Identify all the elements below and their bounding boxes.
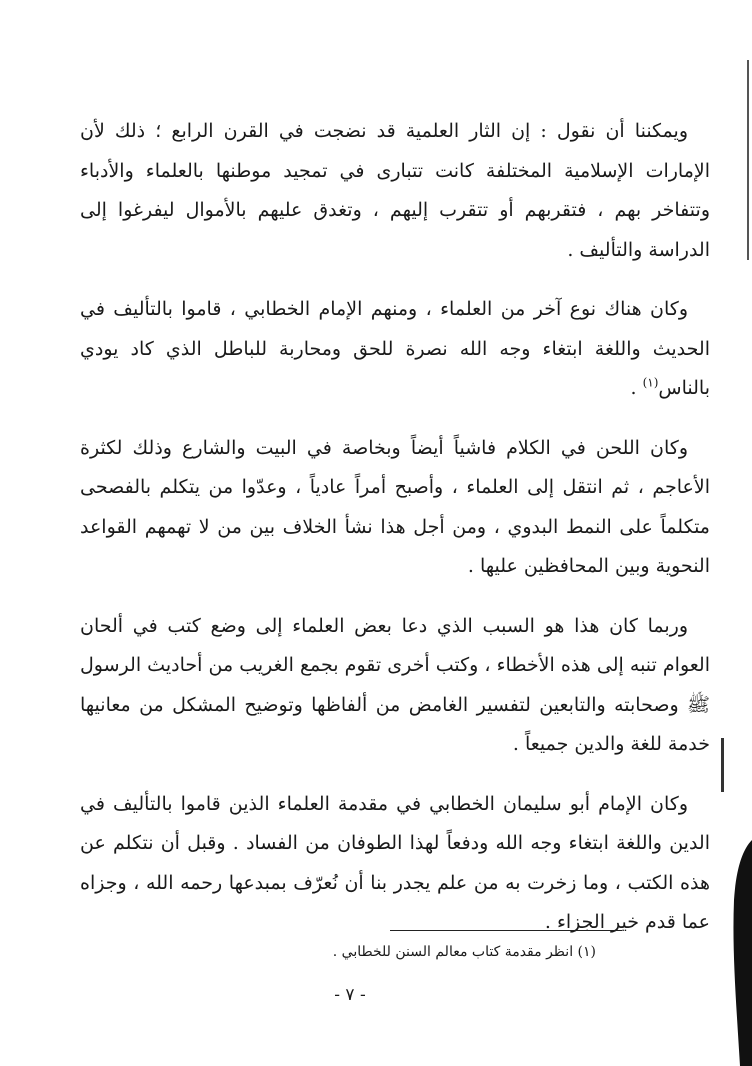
footnote-separator (390, 930, 622, 931)
footnote: (١) انظر مقدمة كتاب معالم السنن للخطابي . (332, 944, 596, 960)
paragraph-2-period: . (630, 377, 637, 399)
scan-edge-shadow (706, 0, 752, 1066)
paragraph-4: وربما كان هذا هو السبب الذي دعا بعض العلماء إلى وضع كتب في ألحان العوام تنبه إلى هذه الأخطاء ، وكتب أخرى تقوم بجمع الغريب من أحاديث الرسول ﷺ وصحابته والتابعين لتفسير الغامض من ألفاظها وتوضيح المشكل من معانيها خدمة للغة والدين جميعاً . (80, 614, 710, 755)
page-number: - ٧ - (334, 985, 366, 1005)
body-text (80, 112, 710, 963)
paragraph-2-text: وكان هناك نوع آخر من العلماء ، ومنهم الإمام الخطابي ، قاموا بالتأليف في الحديث واللغة ابتغاء وجه الله نصرة للحق ومحاربة للباطل الذي كاد يودي بالناس (80, 298, 710, 399)
paragraph-5: وكان الإمام أبو سليمان الخطابي في مقدمة العلماء الذين قاموا بالتأليف في الدين واللغة ابتغاء وجه الله ودفعاً لهذا الطوفان من الفساد . وقبل أن نتكلم عن هذه الكتب ، وما زخرت به من علم يجدر بنا أن نُعرّف بمبدعها رحمه الله ، وجزاه عما قدم خير الجزاء . (80, 792, 710, 933)
paragraph-1: ويمكننا أن نقول : إن الثار العلمية قد نضجت في القرن الرابع ؛ ذلك لأن الإمارات الإسلامية المختلفة كانت تتبارى في تمجيد موطنها بالعلماء والأدباء وتتفاخر بهم ، فتقربهم أو تتقرب إليهم ، وتغدق عليهم بالأموال ليفرغوا إلى الدراسة والتأليف . (80, 120, 710, 261)
paragraph-3: وكان اللحن في الكلام فاشياً أيضاً وبخاصة في البيت والشارع وذلك لكثرة الأعاجم ، ثم انتقل إلى العلماء ، وأصبح أمراً عادياً ، وعدّوا من يتكلم بالفصحى متكلماً على النمط البدوي ، ومن أجل هذا نشأ الخلاف بين من لا تهمهم القواعد النحوية وبين المحافظين عليها . (80, 436, 710, 577)
paragraph-2 (80, 290, 710, 409)
footnote-reference: (١) (642, 375, 659, 390)
